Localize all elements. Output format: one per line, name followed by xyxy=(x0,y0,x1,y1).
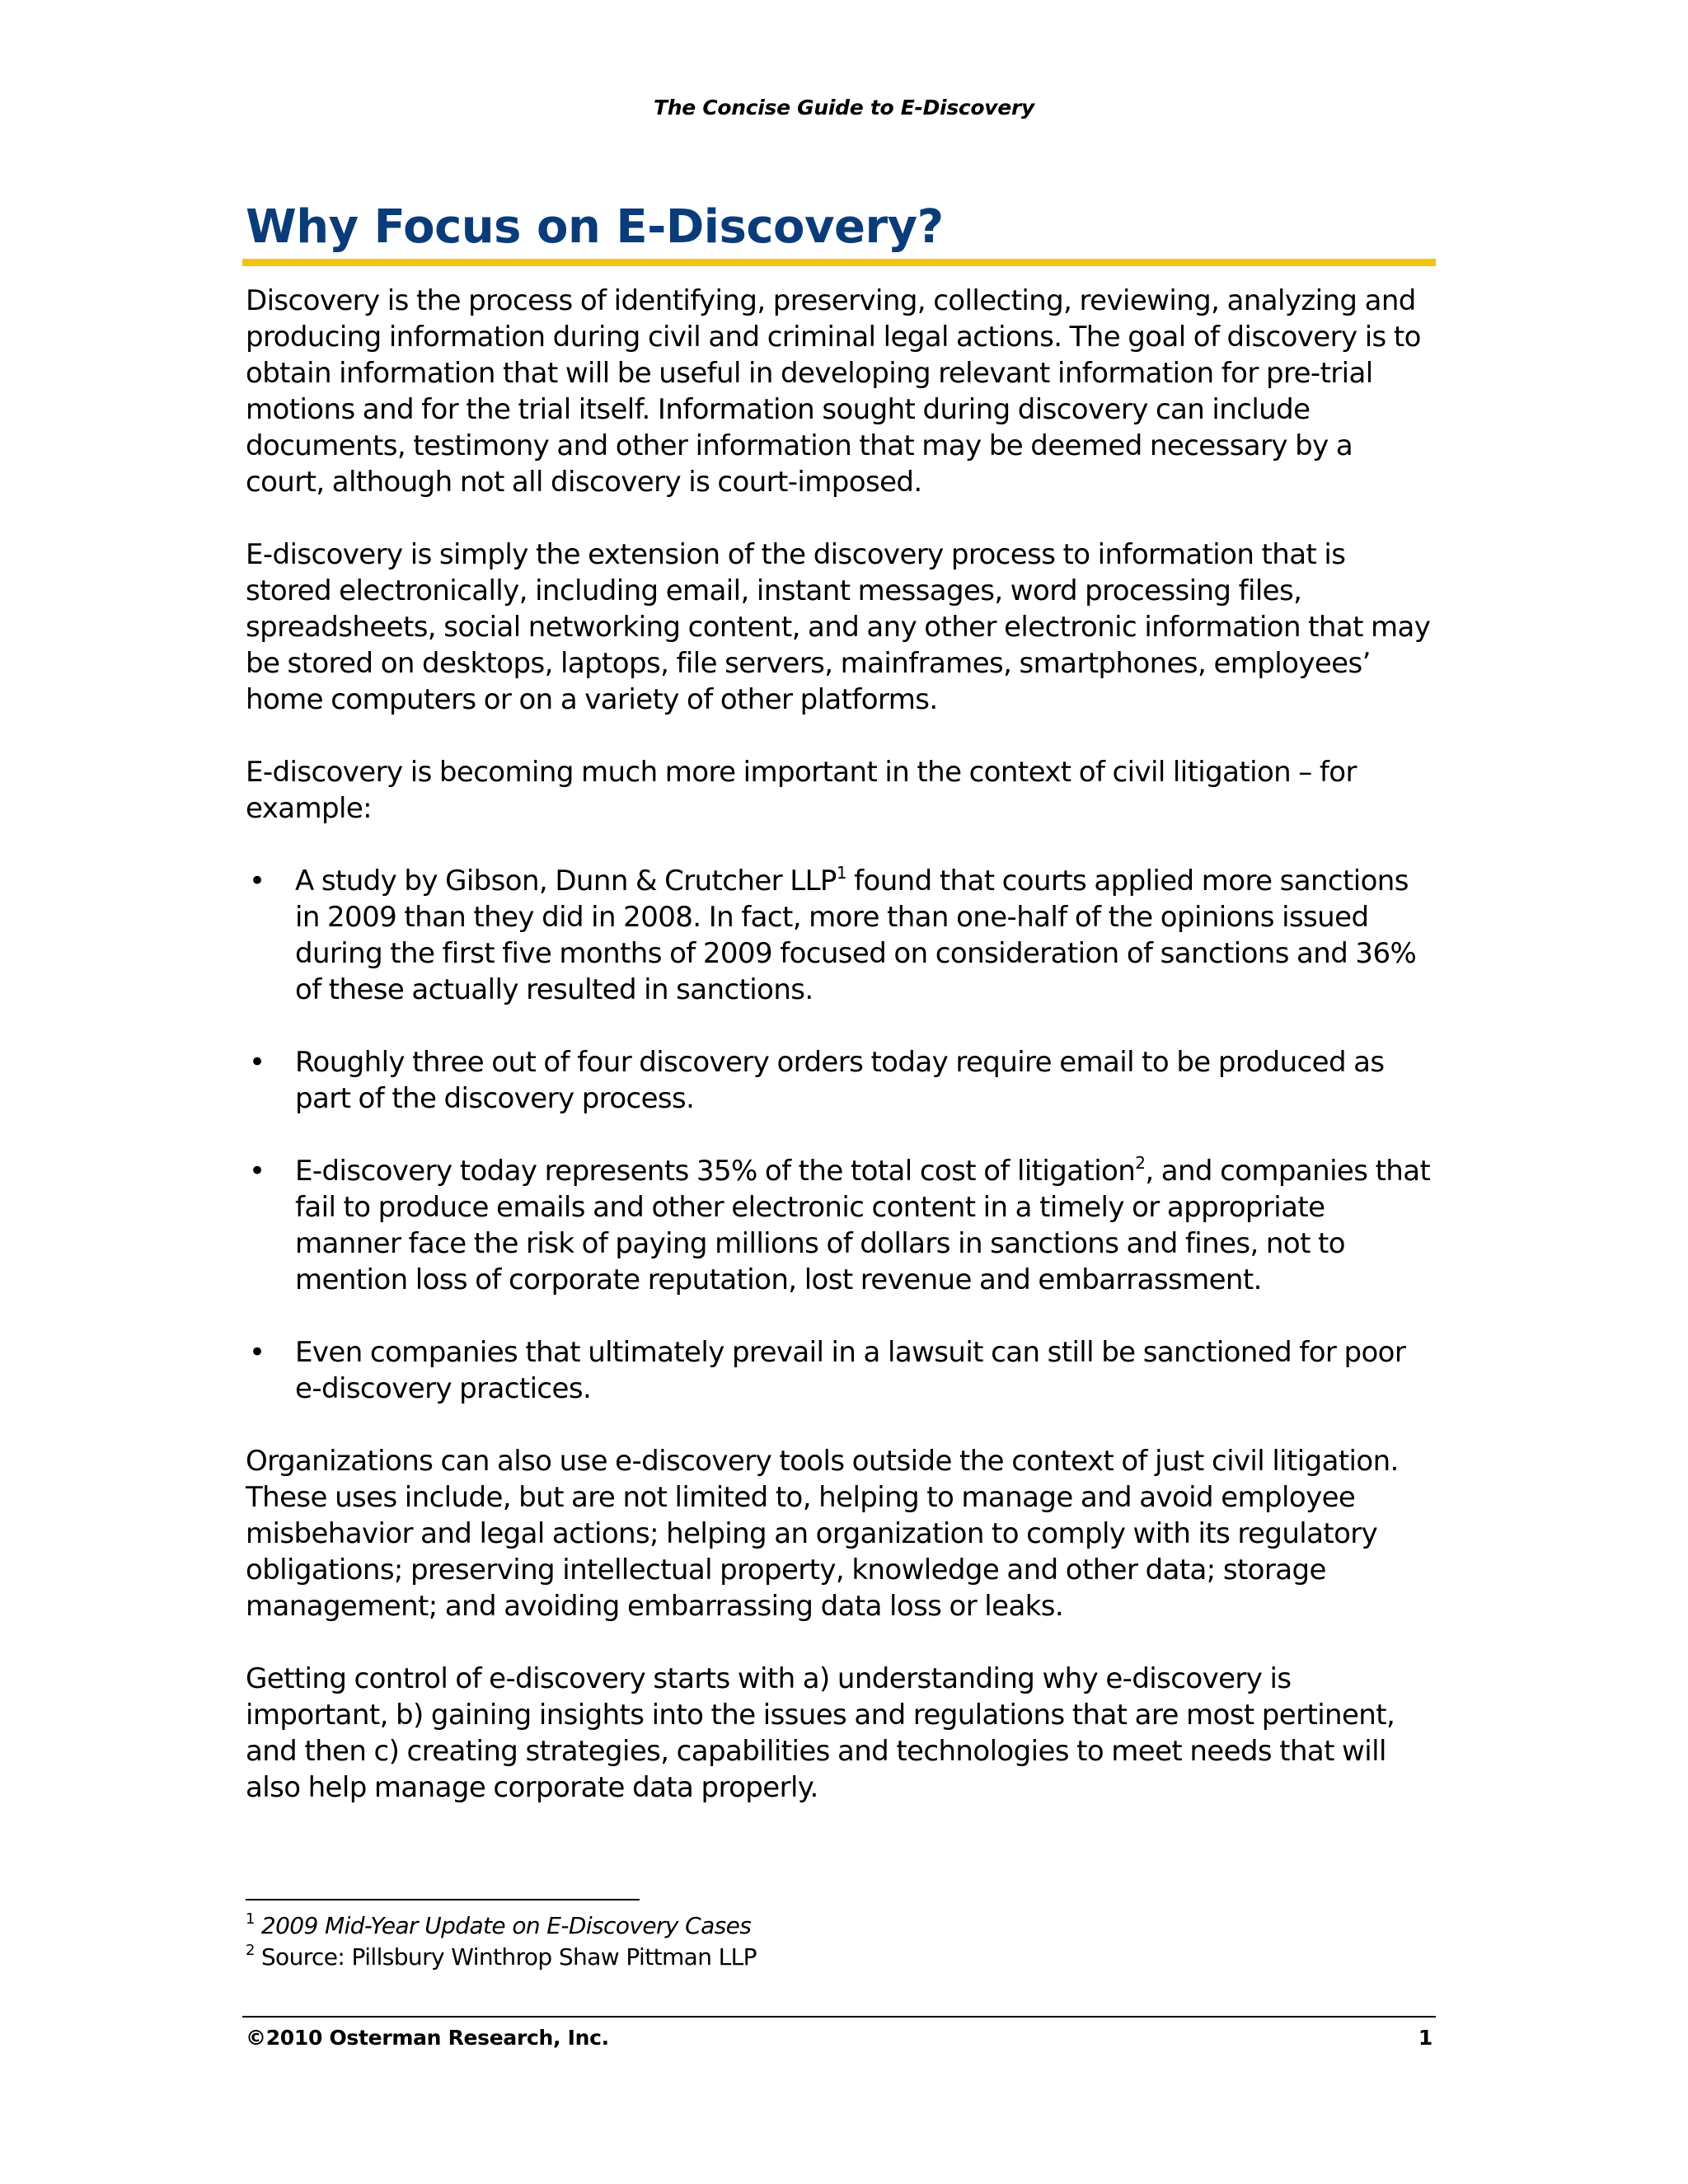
footnote-reference: 1 xyxy=(836,863,846,883)
page-number: 1 xyxy=(1418,2026,1432,2050)
footnote-mark: 2 xyxy=(246,1942,255,1959)
footer-divider xyxy=(242,2016,1436,2018)
paragraph-getting-control: Getting control of e-discovery starts with a) understanding why e-discovery is important, b) gaining insights into the issues and regulations that are most pertinent, and then c) creating strategies, capabilities and technologies to meet needs that will also help manage corporate data properly. xyxy=(246,1662,1395,1804)
list-item xyxy=(246,1044,1432,1117)
bullet-list xyxy=(246,863,1432,1407)
paragraph-intro: Discovery is the process of identifying, preserving, collecting, reviewing, analyzing and producing information during civil and criminal legal actions. The goal of discovery is to obtain information that will be useful in developing relevant information for pre-trial motions and for the trial itself. Information sought during discovery can include documents, testimony and other information that may be deemed necessary by a court, although not all discovery is court-imposed. xyxy=(246,284,1421,499)
paragraph-e-discovery: E-discovery is simply the extension of the discovery process to information that is stored electronically, including email, instant messages, word processing files, spreadsheets, social networking content, and any other electronic information that may be stored on desktops, laptops, file servers, mainframes, smartphones, employees’ home computers or on a variety of other platforms. xyxy=(246,538,1431,716)
bullet-text: A study by Gibson, Dunn & Crutcher LLP xyxy=(295,865,837,898)
footnote-2 xyxy=(246,1942,1432,1973)
bullet-icon: • xyxy=(249,865,265,898)
bullet-icon: • xyxy=(249,1155,265,1188)
bullet-text: Roughly three out of four discovery orders today require email to be produced as part of the discovery process. xyxy=(295,1046,1385,1115)
bullet-text-continued: found that courts applied more sanctions in 2009 than they did in 2008. In fact, more than one-half of the opinions issued during the first five months of 2009 focused on consideration of sanctions and 36% of these actually resulted in sanctions. xyxy=(295,865,1417,1006)
bullet-text: Even companies that ultimately prevail in a lawsuit can still be sanctioned for poor e-discovery practices. xyxy=(295,1336,1406,1405)
footnote-text: 2009 Mid-Year Update on E-Discovery Cases xyxy=(260,1912,752,1939)
footnote-1 xyxy=(246,1910,1432,1942)
page-title: Why Focus on E-Discovery? xyxy=(246,200,944,254)
paragraph-importance: E-discovery is becoming much more important in the context of civil litigation – for example: xyxy=(246,756,1357,825)
bullet-icon: • xyxy=(249,1046,265,1079)
list-item xyxy=(246,1153,1432,1298)
footnote-reference: 2 xyxy=(1135,1153,1146,1173)
copyright-notice: ©2010 Osterman Research, Inc. xyxy=(246,2026,609,2050)
footnote-mark: 1 xyxy=(246,1910,255,1928)
footnotes xyxy=(246,1910,1432,1973)
bullet-text-continued: , and companies that fail to produce emails and other electronic content in a timely or appropriate manner face the risk of paying millions of dollars in sanctions and fines, not to mention loss of corporate reputation, lost revenue and embarrassment. xyxy=(295,1155,1431,1296)
list-item xyxy=(246,863,1432,1008)
bullet-text: E-discovery today represents 35% of the total cost of litigation xyxy=(295,1155,1136,1188)
title-underline xyxy=(242,259,1436,266)
running-header: The Concise Guide to E-Discovery xyxy=(654,96,1034,120)
bullet-icon: • xyxy=(249,1336,265,1369)
footnote-text: Source: Pillsbury Winthrop Shaw Pittman LLP xyxy=(260,1943,757,1971)
footnote-divider xyxy=(246,1899,640,1900)
body-content xyxy=(246,283,1432,1842)
list-item xyxy=(246,1334,1432,1407)
paragraph-organizations: Organizations can also use e-discovery tools outside the context of just civil litigation. These uses include, but are not limited to, helping to manage and avoid employee misbehavior and legal actions; helping an organization to comply with its regulatory obligations; preserving intellectual property, knowledge and other data; storage management; and avoiding embarrassing data loss or leaks. xyxy=(246,1445,1399,1623)
